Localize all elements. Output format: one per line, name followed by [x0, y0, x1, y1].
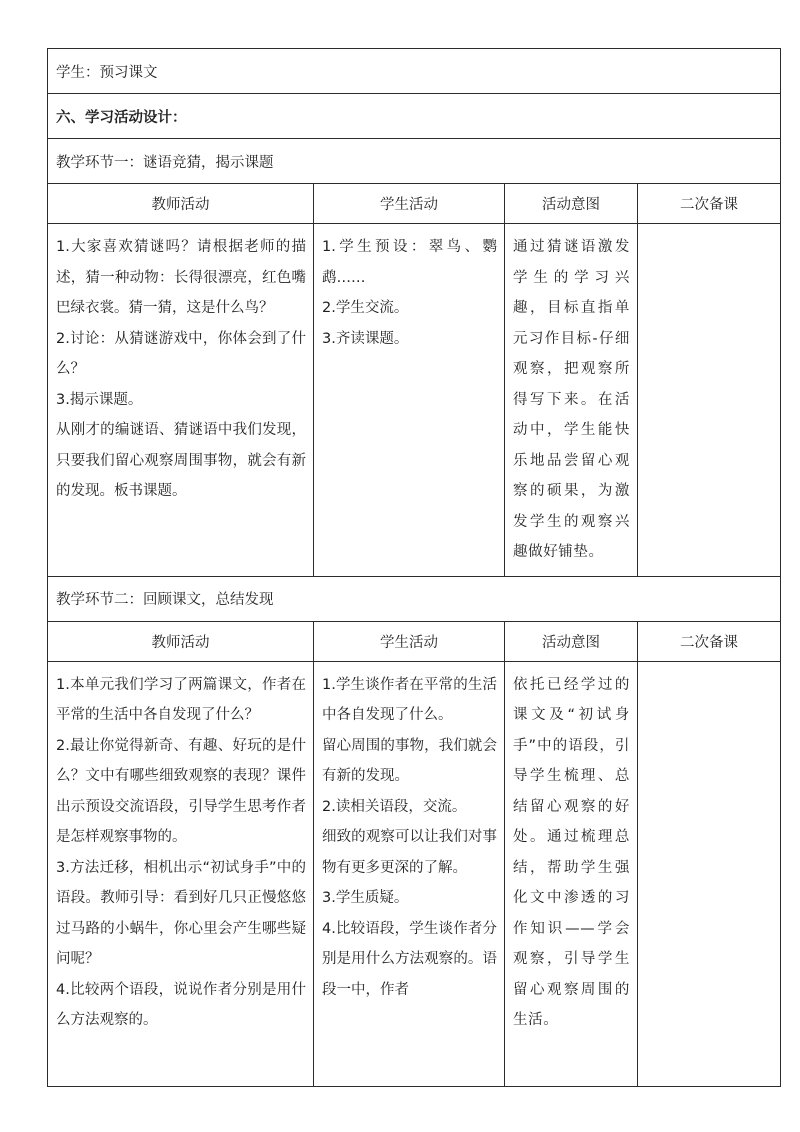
teacher-step: 2.讨论：从猜谜游戏中，你体会到了什么？	[56, 330, 306, 377]
segment1-second-cell	[638, 224, 781, 577]
teacher-step: 3.方法迁移，相机出示“初试身手”中的语段。教师引导：看到好几只正慢悠悠过马路的小蜗牛，你心里会产生哪些疑问呢？	[56, 859, 306, 967]
col-header-intent: 活动意图	[505, 621, 638, 661]
segment2-intent-text: 依托已经学过的课文及“初试身手”中的语段，引导学生梳理、总结留心观察的好处。通过梳理总结，帮助学生强化文中渗透的习作知识——学会观察，引导学生留心观察周围的生活。	[513, 676, 630, 1028]
teacher-step: 2.最让你觉得新奇、有趣、好玩的是什么？文中有哪些细致观察的表现？课件出示预设交流语段，引导学生思考作者是怎样观察事物的。	[56, 737, 306, 845]
student-step: 2.读相关语段，交流。	[322, 798, 467, 815]
student-step: 3.齐读课题。	[322, 330, 409, 347]
teacher-step: 1.大家喜欢猜谜吗？请根据老师的描述，猜一种动物：长得很漂亮，红色嘴巴绿衣裳。猜一猜，这是什么鸟？	[56, 239, 306, 316]
col-header-teacher: 教师活动	[48, 621, 314, 661]
student-step: 2.学生交流。	[322, 300, 409, 316]
segment2-student-cell	[314, 661, 505, 1086]
teacher-step: 3.揭示课题。	[56, 391, 143, 408]
col-header-student: 学生活动	[314, 184, 505, 224]
student-step: 留心周围的事物，我们就会有新的发现。	[322, 737, 497, 784]
col-header-teacher: 教师活动	[48, 184, 314, 224]
segment1-intent-cell	[505, 224, 638, 577]
student-step: 4.比较语段，学生谈作者分别是用什么方法观察的。语段一中，作者	[322, 920, 497, 998]
col-header-second: 二次备课	[638, 621, 781, 661]
col-header-intent: 活动意图	[505, 184, 638, 224]
segment1-student-cell	[314, 224, 505, 577]
col-header-second: 二次备课	[638, 184, 781, 224]
student-step: 细致的观察可以让我们对事物有更多更深的了解。	[322, 829, 497, 876]
segment2-second-cell	[638, 661, 781, 1086]
segment1-header-row	[48, 184, 781, 224]
lesson-plan-table	[47, 48, 781, 1087]
section-title: 六、学习活动设计：	[48, 94, 781, 139]
segment1-teacher-cell	[48, 224, 314, 577]
student-step: 1.学生谈作者在平常的生活中各自发现了什么。	[322, 676, 497, 723]
segment2-intent-cell	[505, 661, 638, 1086]
teacher-step: 1.本单元我们学习了两篇课文，作者在平常的生活中各自发现了什么？	[56, 676, 306, 723]
student-step: 3.学生质疑。	[322, 890, 409, 906]
teacher-step: 4.比较两个语段，说说作者分别是用什么方法观察的。	[56, 981, 306, 1028]
segment2-content-row	[48, 661, 781, 1086]
lesson-plan-page	[47, 48, 780, 1087]
segment1-title: 教学环节一：谜语竞猜，揭示课题	[48, 139, 781, 184]
teacher-step: 从刚才的编谜语、猜谜语中我们发现，只要我们留心观察周围事物，就会有新的发现。板书课题。	[56, 422, 306, 499]
segment1-intent-text: 通过猜谜语激发学生的学习兴趣，目标直指单元习作目标-仔细观察，把观察所得写下来。在活动中，学生能快乐地品尝留心观察的硕果，为激发学生的观察兴趣做好铺垫。	[513, 239, 630, 560]
segment2-header-row	[48, 621, 781, 661]
segment2-teacher-cell	[48, 661, 314, 1086]
student-prep-row: 学生：预习课文	[48, 49, 781, 94]
segment2-title: 教学环节二：回顾课文，总结发现	[48, 576, 781, 621]
segment1-content-row	[48, 224, 781, 577]
col-header-student: 学生活动	[314, 621, 505, 661]
student-step: 1.学生预设：翠鸟、鹦鹉……	[322, 239, 497, 286]
